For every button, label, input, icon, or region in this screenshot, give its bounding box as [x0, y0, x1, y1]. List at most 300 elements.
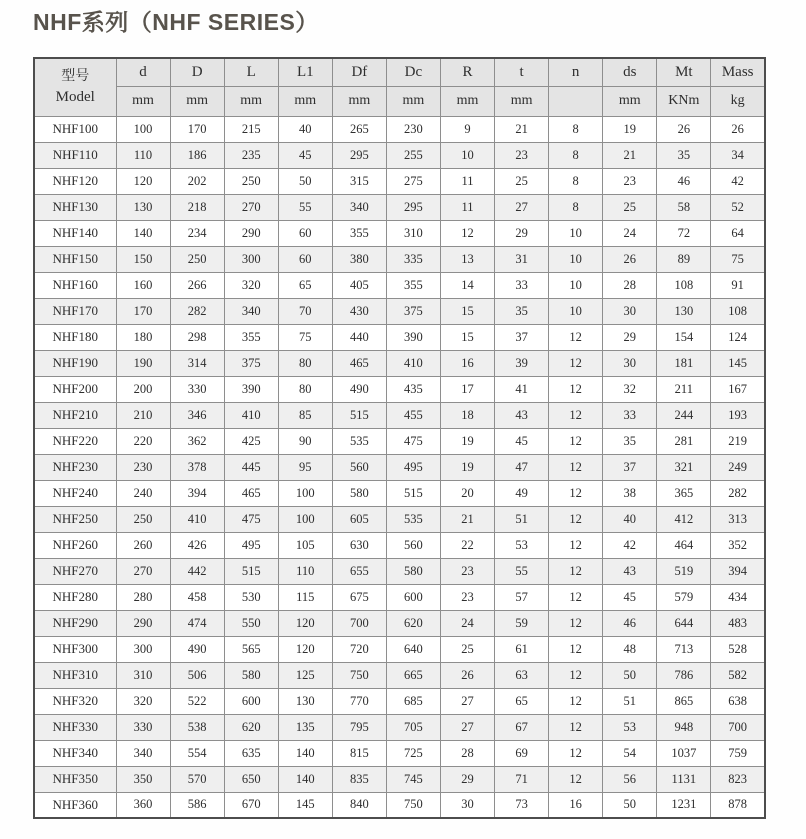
value-cell: 375: [386, 298, 440, 324]
value-cell: 490: [170, 636, 224, 662]
value-cell: 46: [657, 168, 711, 194]
value-cell: 26: [711, 116, 765, 142]
value-cell: 230: [386, 116, 440, 142]
value-cell: 72: [657, 220, 711, 246]
value-cell: 41: [495, 376, 549, 402]
table-row: [34, 714, 765, 740]
value-cell: 12: [549, 480, 603, 506]
value-cell: 73: [495, 792, 549, 818]
value-cell: 100: [278, 480, 332, 506]
value-cell: 35: [495, 298, 549, 324]
value-cell: 33: [603, 402, 657, 428]
value-cell: 250: [170, 246, 224, 272]
value-cell: 42: [711, 168, 765, 194]
value-cell: 26: [657, 116, 711, 142]
value-cell: 27: [495, 194, 549, 220]
value-cell: 570: [170, 766, 224, 792]
value-cell: 120: [278, 610, 332, 636]
value-cell: 455: [386, 402, 440, 428]
value-cell: 282: [170, 298, 224, 324]
model-cell: NHF170: [34, 298, 116, 324]
column-unit: mm: [603, 86, 657, 116]
value-cell: 638: [711, 688, 765, 714]
column-label: Dc: [386, 58, 440, 86]
value-cell: 290: [224, 220, 278, 246]
value-cell: 181: [657, 350, 711, 376]
value-cell: 26: [603, 246, 657, 272]
value-cell: 265: [332, 116, 386, 142]
value-cell: 720: [332, 636, 386, 662]
value-cell: 234: [170, 220, 224, 246]
value-cell: 745: [386, 766, 440, 792]
value-cell: 56: [603, 766, 657, 792]
value-cell: 49: [495, 480, 549, 506]
value-cell: 130: [116, 194, 170, 220]
value-cell: 770: [332, 688, 386, 714]
value-cell: 580: [224, 662, 278, 688]
value-cell: 58: [657, 194, 711, 220]
table-row: [34, 402, 765, 428]
value-cell: 530: [224, 584, 278, 610]
column-unit: mm: [224, 86, 278, 116]
value-cell: 35: [603, 428, 657, 454]
value-cell: 55: [495, 558, 549, 584]
header-row-units: [34, 86, 765, 116]
value-cell: 210: [116, 402, 170, 428]
value-cell: 410: [170, 506, 224, 532]
value-cell: 63: [495, 662, 549, 688]
value-cell: 120: [116, 168, 170, 194]
header-row-labels: [34, 58, 765, 86]
column-unit: mm: [332, 86, 386, 116]
value-cell: 190: [116, 350, 170, 376]
value-cell: 266: [170, 272, 224, 298]
value-cell: 186: [170, 142, 224, 168]
value-cell: 554: [170, 740, 224, 766]
model-cell: NHF360: [34, 792, 116, 818]
table-row: [34, 766, 765, 792]
column-label: d: [116, 58, 170, 86]
value-cell: 12: [549, 428, 603, 454]
value-cell: 948: [657, 714, 711, 740]
value-cell: 320: [116, 688, 170, 714]
value-cell: 30: [440, 792, 494, 818]
column-label: Mt: [657, 58, 711, 86]
value-cell: 250: [116, 506, 170, 532]
value-cell: 410: [224, 402, 278, 428]
value-cell: 375: [224, 350, 278, 376]
value-cell: 458: [170, 584, 224, 610]
column-unit: mm: [495, 86, 549, 116]
value-cell: 40: [603, 506, 657, 532]
value-cell: 483: [711, 610, 765, 636]
value-cell: 24: [440, 610, 494, 636]
value-cell: 60: [278, 246, 332, 272]
table-row: [34, 428, 765, 454]
table-row: [34, 298, 765, 324]
value-cell: 140: [278, 766, 332, 792]
value-cell: 310: [116, 662, 170, 688]
value-cell: 40: [278, 116, 332, 142]
value-cell: 19: [603, 116, 657, 142]
model-cell: NHF250: [34, 506, 116, 532]
value-cell: 230: [116, 454, 170, 480]
value-cell: 23: [440, 584, 494, 610]
column-unit: mm: [278, 86, 332, 116]
value-cell: 340: [224, 298, 278, 324]
table-row: [34, 324, 765, 350]
value-cell: 59: [495, 610, 549, 636]
value-cell: 21: [440, 506, 494, 532]
value-cell: 1231: [657, 792, 711, 818]
value-cell: 314: [170, 350, 224, 376]
model-cell: NHF100: [34, 116, 116, 142]
value-cell: 840: [332, 792, 386, 818]
value-cell: 1037: [657, 740, 711, 766]
value-cell: 725: [386, 740, 440, 766]
value-cell: 644: [657, 610, 711, 636]
value-cell: 219: [711, 428, 765, 454]
value-cell: 795: [332, 714, 386, 740]
table-row: [34, 792, 765, 818]
value-cell: 355: [224, 324, 278, 350]
value-cell: 360: [116, 792, 170, 818]
value-cell: 140: [116, 220, 170, 246]
value-cell: 50: [603, 792, 657, 818]
value-cell: 670: [224, 792, 278, 818]
model-cell: NHF200: [34, 376, 116, 402]
model-cell: NHF210: [34, 402, 116, 428]
value-cell: 154: [657, 324, 711, 350]
value-cell: 10: [549, 272, 603, 298]
model-cell: NHF190: [34, 350, 116, 376]
table-row: [34, 142, 765, 168]
value-cell: 281: [657, 428, 711, 454]
value-cell: 434: [711, 584, 765, 610]
model-cell: NHF140: [34, 220, 116, 246]
value-cell: 38: [603, 480, 657, 506]
value-cell: 270: [116, 558, 170, 584]
value-cell: 380: [332, 246, 386, 272]
value-cell: 12: [549, 584, 603, 610]
value-cell: 700: [332, 610, 386, 636]
value-cell: 39: [495, 350, 549, 376]
value-cell: 85: [278, 402, 332, 428]
column-label: R: [440, 58, 494, 86]
nhf-spec-table: [33, 57, 766, 819]
value-cell: 394: [170, 480, 224, 506]
model-cell: NHF150: [34, 246, 116, 272]
value-cell: 340: [116, 740, 170, 766]
value-cell: 675: [332, 584, 386, 610]
value-cell: 390: [386, 324, 440, 350]
value-cell: 45: [603, 584, 657, 610]
value-cell: 759: [711, 740, 765, 766]
table-header: [34, 58, 765, 116]
value-cell: 315: [332, 168, 386, 194]
value-cell: 21: [603, 142, 657, 168]
value-cell: 255: [386, 142, 440, 168]
column-unit: KNm: [657, 86, 711, 116]
table-row: [34, 688, 765, 714]
value-cell: 350: [116, 766, 170, 792]
value-cell: 124: [711, 324, 765, 350]
value-cell: 105: [278, 532, 332, 558]
value-cell: 18: [440, 402, 494, 428]
value-cell: 586: [170, 792, 224, 818]
value-cell: 475: [224, 506, 278, 532]
column-unit: kg: [711, 86, 765, 116]
value-cell: 47: [495, 454, 549, 480]
table-row: [34, 454, 765, 480]
value-cell: 25: [603, 194, 657, 220]
model-cell: NHF110: [34, 142, 116, 168]
value-cell: 53: [495, 532, 549, 558]
value-cell: 620: [224, 714, 278, 740]
value-cell: 110: [278, 558, 332, 584]
value-cell: 235: [224, 142, 278, 168]
value-cell: 150: [116, 246, 170, 272]
value-cell: 37: [603, 454, 657, 480]
model-cell: NHF220: [34, 428, 116, 454]
value-cell: 202: [170, 168, 224, 194]
value-cell: 335: [386, 246, 440, 272]
model-cell: NHF230: [34, 454, 116, 480]
table-row: [34, 662, 765, 688]
value-cell: 115: [278, 584, 332, 610]
value-cell: 108: [657, 272, 711, 298]
value-cell: 495: [386, 454, 440, 480]
value-cell: 167: [711, 376, 765, 402]
value-cell: 51: [603, 688, 657, 714]
value-cell: 89: [657, 246, 711, 272]
value-cell: 330: [116, 714, 170, 740]
value-cell: 249: [711, 454, 765, 480]
value-cell: 25: [495, 168, 549, 194]
value-cell: 29: [603, 324, 657, 350]
value-cell: 550: [224, 610, 278, 636]
value-cell: 270: [224, 194, 278, 220]
value-cell: 10: [440, 142, 494, 168]
model-cell: NHF180: [34, 324, 116, 350]
model-cell: NHF350: [34, 766, 116, 792]
value-cell: 65: [495, 688, 549, 714]
model-cell: NHF300: [34, 636, 116, 662]
value-cell: 475: [386, 428, 440, 454]
value-cell: 355: [332, 220, 386, 246]
table-row: [34, 584, 765, 610]
value-cell: 53: [603, 714, 657, 740]
model-cell: NHF290: [34, 610, 116, 636]
value-cell: 170: [116, 298, 170, 324]
value-cell: 640: [386, 636, 440, 662]
value-cell: 750: [386, 792, 440, 818]
value-cell: 21: [495, 116, 549, 142]
value-cell: 12: [549, 402, 603, 428]
value-cell: 445: [224, 454, 278, 480]
value-cell: 69: [495, 740, 549, 766]
value-cell: 135: [278, 714, 332, 740]
value-cell: 579: [657, 584, 711, 610]
value-cell: 65: [278, 272, 332, 298]
value-cell: 42: [603, 532, 657, 558]
value-cell: 51: [495, 506, 549, 532]
value-cell: 8: [549, 142, 603, 168]
model-cell: NHF270: [34, 558, 116, 584]
value-cell: 33: [495, 272, 549, 298]
value-cell: 538: [170, 714, 224, 740]
value-cell: 10: [549, 298, 603, 324]
value-cell: 24: [603, 220, 657, 246]
value-cell: 275: [386, 168, 440, 194]
value-cell: 250: [224, 168, 278, 194]
value-cell: 12: [549, 714, 603, 740]
value-cell: 630: [332, 532, 386, 558]
value-cell: 442: [170, 558, 224, 584]
value-cell: 110: [116, 142, 170, 168]
value-cell: 125: [278, 662, 332, 688]
value-cell: 430: [332, 298, 386, 324]
column-label: ds: [603, 58, 657, 86]
value-cell: 20: [440, 480, 494, 506]
value-cell: 320: [224, 272, 278, 298]
value-cell: 46: [603, 610, 657, 636]
model-cell: NHF130: [34, 194, 116, 220]
value-cell: 28: [440, 740, 494, 766]
value-cell: 506: [170, 662, 224, 688]
value-cell: 290: [116, 610, 170, 636]
value-cell: 655: [332, 558, 386, 584]
value-cell: 815: [332, 740, 386, 766]
table-row: [34, 272, 765, 298]
column-label: Mass: [711, 58, 765, 86]
value-cell: 700: [711, 714, 765, 740]
value-cell: 600: [386, 584, 440, 610]
value-cell: 522: [170, 688, 224, 714]
value-cell: 282: [711, 480, 765, 506]
value-cell: 300: [224, 246, 278, 272]
column-unit: [549, 86, 603, 116]
value-cell: 12: [549, 610, 603, 636]
value-cell: 465: [224, 480, 278, 506]
page-title: NHF系列（NHF SERIES）: [33, 9, 319, 35]
value-cell: 12: [549, 636, 603, 662]
value-cell: 362: [170, 428, 224, 454]
value-cell: 170: [170, 116, 224, 142]
model-cell: NHF280: [34, 584, 116, 610]
value-cell: 80: [278, 350, 332, 376]
value-cell: 280: [116, 584, 170, 610]
model-cell: NHF330: [34, 714, 116, 740]
value-cell: 13: [440, 246, 494, 272]
table-row: [34, 350, 765, 376]
value-cell: 665: [386, 662, 440, 688]
value-cell: 1131: [657, 766, 711, 792]
value-cell: 560: [386, 532, 440, 558]
model-cell: NHF340: [34, 740, 116, 766]
value-cell: 12: [549, 558, 603, 584]
table-row: [34, 376, 765, 402]
value-cell: 750: [332, 662, 386, 688]
value-cell: 45: [278, 142, 332, 168]
value-cell: 519: [657, 558, 711, 584]
value-cell: 705: [386, 714, 440, 740]
value-cell: 61: [495, 636, 549, 662]
value-cell: 67: [495, 714, 549, 740]
value-cell: 30: [603, 350, 657, 376]
value-cell: 12: [549, 688, 603, 714]
value-cell: 12: [549, 532, 603, 558]
value-cell: 878: [711, 792, 765, 818]
value-cell: 240: [116, 480, 170, 506]
value-cell: 30: [603, 298, 657, 324]
value-cell: 140: [278, 740, 332, 766]
value-cell: 75: [711, 246, 765, 272]
model-cell: NHF310: [34, 662, 116, 688]
column-label: t: [495, 58, 549, 86]
value-cell: 57: [495, 584, 549, 610]
value-cell: 108: [711, 298, 765, 324]
value-cell: 865: [657, 688, 711, 714]
value-cell: 130: [657, 298, 711, 324]
value-cell: 220: [116, 428, 170, 454]
value-cell: 14: [440, 272, 494, 298]
model-cell: NHF240: [34, 480, 116, 506]
value-cell: 11: [440, 194, 494, 220]
value-cell: 515: [332, 402, 386, 428]
value-cell: 29: [440, 766, 494, 792]
value-cell: 565: [224, 636, 278, 662]
value-cell: 15: [440, 324, 494, 350]
value-cell: 12: [549, 506, 603, 532]
table-row: [34, 636, 765, 662]
value-cell: 410: [386, 350, 440, 376]
value-cell: 23: [440, 558, 494, 584]
value-cell: 823: [711, 766, 765, 792]
value-cell: 394: [711, 558, 765, 584]
value-cell: 43: [603, 558, 657, 584]
value-cell: 80: [278, 376, 332, 402]
value-cell: 9: [440, 116, 494, 142]
value-cell: 130: [278, 688, 332, 714]
table-row: [34, 116, 765, 142]
value-cell: 412: [657, 506, 711, 532]
value-cell: 600: [224, 688, 278, 714]
value-cell: 10: [549, 246, 603, 272]
table-row: [34, 506, 765, 532]
column-label: n: [549, 58, 603, 86]
value-cell: 15: [440, 298, 494, 324]
value-cell: 50: [278, 168, 332, 194]
value-cell: 37: [495, 324, 549, 350]
value-cell: 54: [603, 740, 657, 766]
value-cell: 835: [332, 766, 386, 792]
value-cell: 8: [549, 116, 603, 142]
value-cell: 330: [170, 376, 224, 402]
value-cell: 713: [657, 636, 711, 662]
table-body: [34, 116, 765, 818]
value-cell: 355: [386, 272, 440, 298]
value-cell: 535: [332, 428, 386, 454]
value-cell: 515: [386, 480, 440, 506]
value-cell: 12: [549, 766, 603, 792]
value-cell: 310: [386, 220, 440, 246]
column-label: L: [224, 58, 278, 86]
value-cell: 620: [386, 610, 440, 636]
value-cell: 426: [170, 532, 224, 558]
value-cell: 19: [440, 454, 494, 480]
value-cell: 23: [495, 142, 549, 168]
